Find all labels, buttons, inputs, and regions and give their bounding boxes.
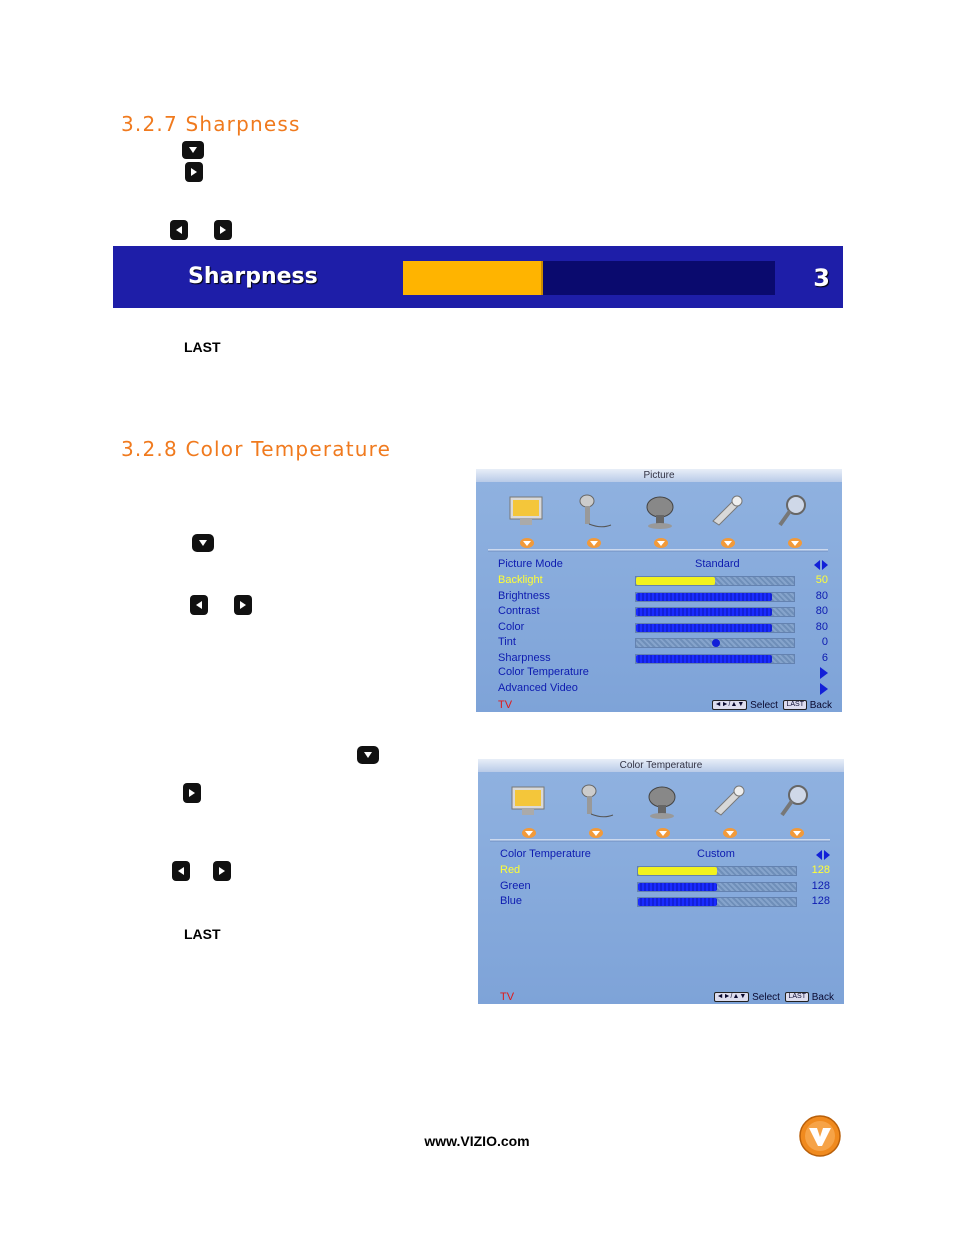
- slider-fill: [638, 883, 717, 891]
- slider-fill: [636, 593, 772, 601]
- picture-menu-screen: [476, 469, 842, 712]
- search-magnifier-icon[interactable]: [774, 781, 818, 821]
- menu-item-contrast[interactable]: Contrast: [498, 605, 540, 617]
- chevron-down-icon: [522, 828, 536, 838]
- picture-menu-title: Picture: [476, 469, 842, 482]
- chevron-down-icon: [589, 828, 603, 838]
- audio-microphone-icon[interactable]: [571, 491, 615, 531]
- slider-track[interactable]: [635, 638, 795, 648]
- color-temperature-value[interactable]: Custom: [697, 848, 735, 860]
- help-back-label: Back: [809, 700, 832, 711]
- menu-item-value: 50: [815, 574, 828, 586]
- menu-item-value: 80: [815, 589, 828, 602]
- last-key-icon: LAST: [785, 992, 809, 1002]
- slider-track[interactable]: [637, 897, 797, 907]
- nav-keys-icon: ◄►/▲▼: [714, 992, 750, 1002]
- menu-item-color[interactable]: Color: [498, 620, 525, 633]
- color-temperature-label[interactable]: Color Temperature: [500, 848, 591, 860]
- help-select-label: Select: [752, 992, 780, 1003]
- search-magnifier-icon[interactable]: [772, 491, 816, 531]
- help-back-label: Back: [811, 992, 834, 1003]
- left-key-icon: [190, 595, 208, 615]
- slider-track[interactable]: [635, 607, 795, 617]
- left-key-icon: [172, 861, 190, 881]
- sharpness-osd-banner: [113, 246, 843, 308]
- picture-mode-value[interactable]: Standard: [695, 558, 740, 570]
- down-key-icon: [182, 141, 204, 159]
- setup-wrench-icon[interactable]: [707, 781, 751, 821]
- picture-tv-icon[interactable]: [506, 781, 550, 821]
- right-key-icon: [183, 783, 201, 803]
- menu-item-brightness[interactable]: Brightness: [498, 589, 550, 602]
- chevron-down-icon: [520, 538, 534, 548]
- menu-icon-bar: [494, 491, 829, 551]
- menu-help-bar: [714, 992, 834, 1003]
- chevron-down-icon: [723, 828, 737, 838]
- slider-track[interactable]: [635, 592, 795, 602]
- satellite-dish-icon[interactable]: [638, 491, 682, 531]
- chevron-down-icon: [654, 538, 668, 548]
- chevron-down-icon: [587, 538, 601, 548]
- audio-microphone-icon[interactable]: [573, 781, 617, 821]
- last-key-label: LAST: [184, 339, 221, 355]
- menu-divider: [488, 549, 828, 552]
- tint-slider-knob[interactable]: [712, 639, 720, 647]
- slider-fill: [636, 577, 715, 585]
- slider-track[interactable]: [637, 882, 797, 892]
- menu-item-green[interactable]: Green: [500, 879, 531, 892]
- slider-track[interactable]: [637, 866, 797, 876]
- vizio-logo-icon: [799, 1115, 841, 1157]
- sharpness-slider-fill: [403, 261, 543, 295]
- submenu-arrow-icon: [820, 683, 828, 695]
- sharpness-osd-value: 3: [813, 264, 830, 292]
- nav-keys-icon: ◄►/▲▼: [712, 700, 748, 710]
- down-key-icon: [357, 746, 379, 764]
- slider-track[interactable]: [635, 576, 795, 586]
- setup-wrench-icon[interactable]: [705, 491, 749, 531]
- last-key-icon: LAST: [783, 700, 807, 710]
- input-source-label: TV: [498, 699, 513, 711]
- input-source-label: TV: [500, 991, 515, 1003]
- slider-fill: [636, 624, 772, 632]
- menu-item-color-temperature[interactable]: Color Temperature: [498, 666, 589, 678]
- submenu-arrow-icon: [820, 667, 828, 679]
- chevron-down-icon: [790, 828, 804, 838]
- section-heading-sharpness: 3.2.7 Sharpness: [121, 112, 301, 136]
- menu-item-value: 128: [811, 879, 830, 892]
- menu-item-red[interactable]: Red: [500, 864, 521, 876]
- right-key-icon: [185, 162, 203, 182]
- chevron-down-icon: [656, 828, 670, 838]
- chevron-down-icon: [788, 538, 802, 548]
- last-key-label: LAST: [184, 926, 221, 942]
- right-key-icon: [213, 861, 231, 881]
- picture-mode-label[interactable]: Picture Mode: [498, 558, 563, 570]
- menu-item-advanced-video[interactable]: Advanced Video: [498, 682, 578, 694]
- left-key-icon: [170, 220, 188, 240]
- slider-fill: [636, 655, 772, 663]
- picture-tv-icon[interactable]: [504, 491, 548, 531]
- slider-track[interactable]: [635, 654, 795, 664]
- menu-item-backlight[interactable]: Backlight: [498, 574, 543, 586]
- menu-item-value: 80: [815, 620, 828, 633]
- menu-item-sharpness[interactable]: Sharpness: [498, 651, 551, 664]
- slider-track[interactable]: [635, 623, 795, 633]
- slider-fill: [638, 898, 717, 906]
- down-key-icon: [192, 534, 214, 552]
- slider-fill: [638, 867, 717, 875]
- menu-item-tint[interactable]: Tint: [498, 636, 516, 648]
- slider-fill: [636, 608, 772, 616]
- menu-icon-bar: [496, 781, 831, 841]
- menu-help-bar: [712, 700, 832, 711]
- right-key-icon: [214, 220, 232, 240]
- menu-item-value: 80: [815, 605, 828, 617]
- chevron-down-icon: [721, 538, 735, 548]
- section-heading-color-temperature: 3.2.8 Color Temperature: [121, 437, 392, 461]
- menu-divider: [490, 839, 830, 842]
- menu-item-value: 128: [811, 895, 830, 907]
- right-key-icon: [234, 595, 252, 615]
- menu-item-value: 128: [811, 864, 830, 876]
- sharpness-osd-label: Sharpness: [188, 264, 318, 289]
- menu-item-value: 6: [821, 651, 828, 664]
- footer-url[interactable]: www.VIZIO.com: [424, 1133, 530, 1149]
- menu-item-value: 0: [821, 636, 828, 648]
- left-right-arrows-icon: [814, 560, 828, 570]
- menu-item-blue[interactable]: Blue: [500, 895, 523, 907]
- left-right-arrows-icon: [816, 850, 830, 860]
- color-temperature-menu-title: Color Temperature: [478, 759, 844, 772]
- color-temperature-menu-screen: [478, 759, 844, 1004]
- help-select-label: Select: [750, 700, 778, 711]
- satellite-dish-icon[interactable]: [640, 781, 684, 821]
- sharpness-slider[interactable]: [403, 261, 775, 295]
